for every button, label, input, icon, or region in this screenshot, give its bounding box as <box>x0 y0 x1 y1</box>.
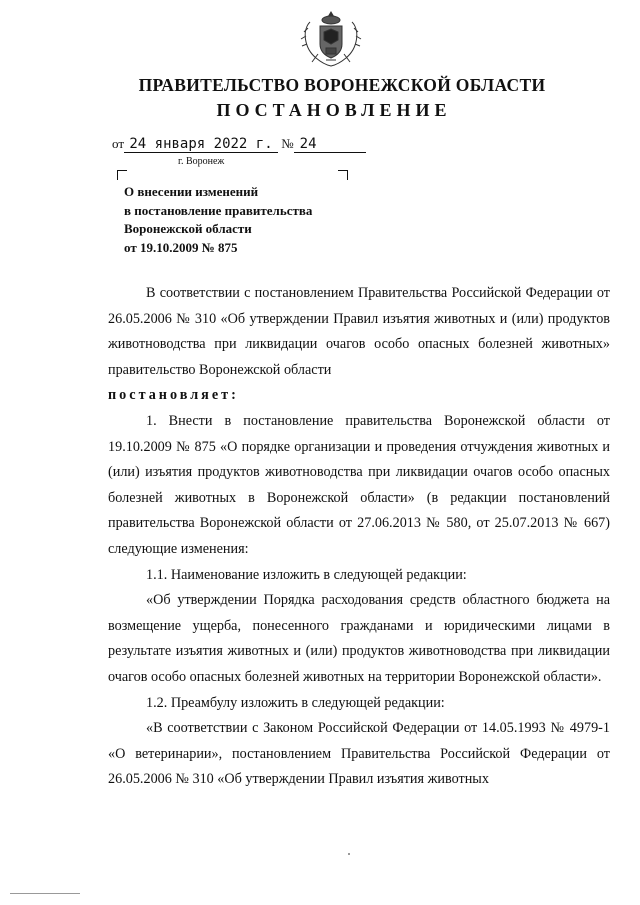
paragraph-1-2-text: «В соответствии с Законом Российской Федерации от 14.05.1993 № 4979-1 «О ветеринарии», постановлением Правительства Российской Федерации от 26.05.2006 № 310 «Об утверждении Правил изъятия животных <box>108 720 610 788</box>
paragraph-1-2: 1.2. Преамбулу изложить в следующей редакции: <box>146 694 445 711</box>
organization-title: ПРАВИТЕЛЬСТВО ВОРОНЕЖСКОЙ ОБЛАСТИ <box>138 75 546 95</box>
subject-bracket-left <box>117 170 127 180</box>
document-date: 24 января 2022 г. <box>124 136 278 153</box>
resolves-word: постановляет: <box>108 387 239 404</box>
subject-block <box>124 183 312 257</box>
number-prefix: № <box>281 136 294 151</box>
subject-line: Воронежской области <box>124 221 252 236</box>
document-number: 24 <box>294 136 366 153</box>
paragraph-1: 1. Внести в постановление правительства Воронежской области от 19.10.2009 № 875 «О порядке организации и проведения отчуждения животных и (или) изъятия продуктов животноводства при ликвидации очагов особо опасных болезней животных в Воронежской области» (в редакции постановлений правительства Воронежской области от 27.06.2013 № 580, от 25.07.2013 № 667) следующие изменения: <box>108 412 610 557</box>
preamble-paragraph: В соответствии с постановлением Правительства Российской Федерации от 26.05.2006 № 310 «Об утверждении Правил изъятия животных и (или) продуктов животноводства при ликвидации очагов особо опасных болезней животных» правительство Воронежской области <box>108 285 610 378</box>
coat-of-arms-icon <box>296 8 366 70</box>
document-type: ПОСТАНОВЛЕНИЕ <box>216 100 452 120</box>
subject-line: О внесении изменений <box>124 184 259 199</box>
paragraph-1-1: 1.1. Наименование изложить в следующей редакции: <box>146 566 467 583</box>
subject-bracket-right <box>338 170 348 180</box>
document-body <box>108 281 610 793</box>
from-prefix: от <box>112 136 125 151</box>
date-number-line <box>112 136 366 153</box>
city: г. Воронеж <box>178 156 225 167</box>
paragraph-1-1-text: «Об утверждении Порядка расходования средств областного бюджета на возмещение ущерба, понесенного гражданами и юридическими лицами в результате изъятия животных и (или) продуктов животноводства при ликвидации очагов особо опасных болезней животных на территории Воронежской области». <box>108 592 610 685</box>
footer-divider <box>10 893 80 894</box>
scan-artifact <box>348 853 350 855</box>
subject-line: от 19.10.2009 № 875 <box>124 239 238 255</box>
subject-line: в постановление правительства <box>124 202 313 218</box>
